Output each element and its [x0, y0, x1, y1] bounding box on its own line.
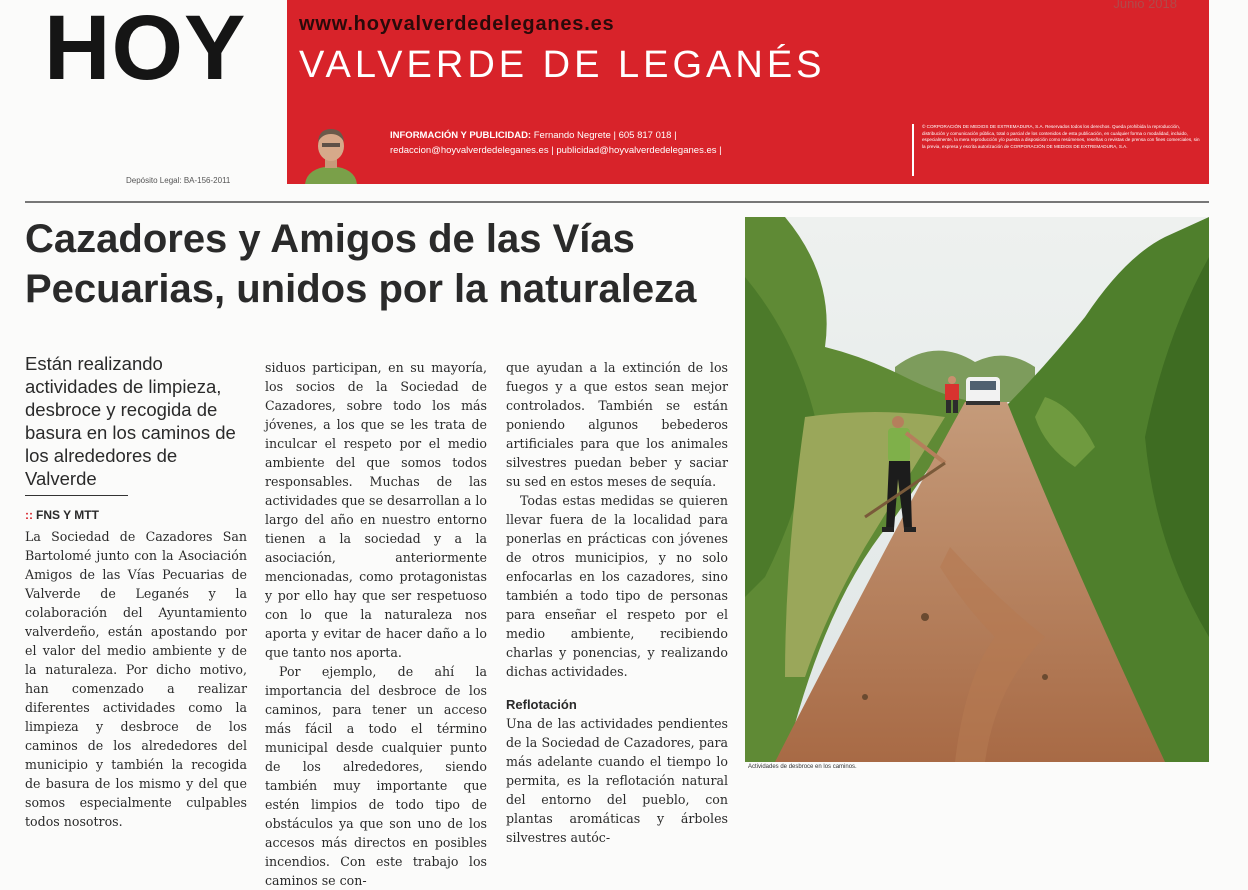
issue-date: Junio 2018 [1113, 0, 1177, 11]
article-subhead: Están realizando actividades de limpieza, desbroce y recogida de basura en los caminos de los alrededores de Valverde [25, 353, 236, 489]
column-3 [506, 358, 728, 847]
section-heading: Reflotación [506, 697, 577, 712]
section-divider [25, 201, 1209, 203]
byline-marker-icon: :: [25, 508, 33, 522]
paragraph: Una de las actividades pendientes de la Sociedad de Cazadores, para más adelante cuando el tiempo lo permita, es la reflotación natural del entorno del pueblo, con plantas aromáticas y árboles silvestres autóc- [506, 716, 728, 845]
editor-avatar [303, 124, 359, 184]
contact-emails[interactable]: redaccion@hoyvalverdedeleganes.es | publicidad@hoyvalverdedeleganes.es | [390, 145, 722, 156]
column-2 [265, 358, 487, 890]
column-1 [25, 527, 247, 831]
subhead-divider [25, 495, 128, 496]
article-byline [25, 508, 99, 522]
article-headline: Cazadores y Amigos de las Vías Pecuarias, unidos por la naturaleza [25, 217, 697, 311]
town-title: VALVERDE DE LEGANÉS [299, 44, 826, 86]
paragraph: Por ejemplo, de ahí la importancia del desbroce de los caminos, para tener un acceso más fácil a todo el término municipal desde cualquier punto de los alrededores, siendo también muy importante que estén limpios de todo tipo de obstáculos ya que son uno de los accesos más directos en posibles incendios. Con este trabajo los caminos se con- [265, 664, 487, 888]
contact-info [390, 128, 722, 158]
paragraph: siduos participan, en su mayoría, los socios de la Sociedad de Cazadores, sobre todo los más jóvenes, a los que se les trata de inculcar el respeto por el medio ambiente del que somos todos responsables. Muchas de las actividades que se desarrollan a lo largo del año en nuestro entorno tienen a la sociedad y a la asociación, anteriormente mencionadas, como protagonistas y por ello hay que ser respetuoso con lo que la naturaleza nos aporta y evitar de hacer daño a lo que tanto nos aporta. [265, 360, 487, 660]
article-photo [745, 217, 1209, 762]
byline-text: FNS Y MTT [36, 508, 99, 522]
legal-notice: © CORPORACIÓN DE MEDIOS DE EXTREMADURA, S.A. Reservados todos los derechos. Queda prohibida la reproducción, distribución y comunicación pública, total o parcial de los contenidos de esta publicación, en cualquier forma o modalidad, incluido, especialmente, la mera reproducción y/o puesta a disposición como resúmenes, reseñas o revistas de prensa con fines comerciales, sin la previa, expresa y escrita autorización de CORPORACIÓN DE MEDIOS DE EXTREMADURA, S.A. [912, 124, 1200, 176]
paragraph: La Sociedad de Cazadores San Bartolomé junto con la Asociación Amigos de las Vías Pecuarias de Valverde de Leganés y la colaboración del Ayuntamiento valverdeño, están apostando por el valor del medio ambiente y de la naturaleza. Por dicho motivo, han comenzado a realizar diferentes actividades como la limpieza y desbroce de los caminos de los alrededores del municipio y también la recogida de basura de los mismo y del que somos especialmente culpables todos nosotros. [25, 529, 247, 829]
paragraph: Todas estas medidas se quieren llevar fuera de la localidad para ponerlas en prácticas con jóvenes de otros municipios, y no solo enfocarlas en los cazadores, sino también a todo tipo de personas para enseñar el respeto por el medio ambiente, recibiendo charlas y ponencias, y realizando dichas actividades. [506, 493, 728, 679]
contact-label: INFORMACIÓN Y PUBLICIDAD: [390, 130, 532, 141]
masthead-banner [287, 0, 1209, 184]
paragraph: que ayudan a la extinción de los fuegos y a que estos sean mejor controlados. También se están poniendo algunos bebederos artificiales para que los animales silvestres puedan beber y saciar su sed en estos meses de sequía. [506, 360, 728, 489]
contact-name: Fernando Negrete | 605 817 018 | [533, 130, 677, 141]
site-url[interactable]: www.hoyvalverdedeleganes.es [299, 13, 615, 35]
newspaper-logo: HOY [44, 0, 247, 99]
photo-caption: Actividades de desbroce en los caminos. [748, 764, 857, 770]
legal-deposit: Depósito Legal: BA-156-2011 [126, 176, 231, 185]
